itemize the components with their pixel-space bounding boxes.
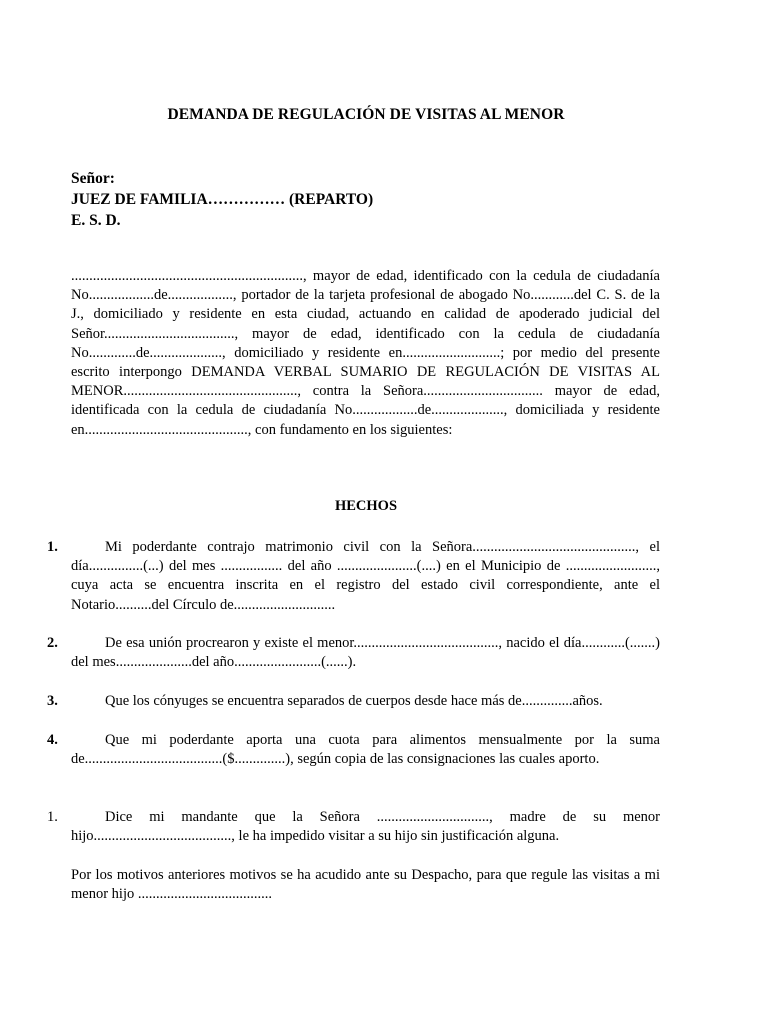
fact-text: Dice mi mandante que la Señora ..............................., madre de su menor hijo......................................, le ha impedido visitar a su hijo sin justificación alguna. bbox=[71, 809, 660, 845]
fact-number: 1. bbox=[47, 809, 58, 825]
document-title: DEMANDA DE REGULACIÓN DE VISITAS AL MENOR bbox=[167, 106, 565, 123]
fact-number: 1. bbox=[47, 539, 58, 555]
fact-text: Mi poderdante contrajo matrimonio civil con la Señora............................................., el día...............(...) del mes ................. del año ......................(....) en el Municipio de ........................., cuya acta se encuentra inscrita en el registro del estado civil correspondiente, ante el Notario..........del Círculo de............................ bbox=[71, 539, 660, 613]
facts-heading: HECHOS bbox=[334, 498, 398, 514]
addressee-judge: JUEZ DE FAMILIA…………… (REPARTO) bbox=[71, 191, 374, 208]
addressee-salutation: Señor: bbox=[71, 170, 115, 187]
intro-paragraph: ................................................................, mayor de edad, identificado con la cedula de ciudadanía No..................de.................., portador de la tarjeta profesional de abogado No............del C. S. de la J., domiciliado y residente en esta ciudad, actuando en calidad de apoderado judicial del Señor...................................., mayor de edad, identificado con la cedula de ciudadanía No.............de...................., domiciliado y residente en...........................; por medio del presente escrito interpongo DEMANDA VERBAL SUMARIO DE REGULACIÓN DE VISITAS AL MENOR................................................, contra la Señora................................. mayor de edad, identificada con la cedula de ciudadanía No..................de...................., domiciliada y residente en............................................., con fundamento en los siguientes: bbox=[71, 268, 660, 438]
closing-paragraph: Por los motivos anteriores motivos se ha acudido ante su Despacho, para que regule las visitas a mi menor hijo ..................................... bbox=[71, 867, 660, 903]
fact-number: 4. bbox=[47, 732, 58, 748]
fact-number: 3. bbox=[47, 693, 58, 709]
addressee-block bbox=[71, 168, 373, 231]
fact-text: Que los cónyuges se encuentra separados de cuerpos desde hace más de..............años. bbox=[105, 693, 603, 709]
fact-text: Que mi poderdante aporta una cuota para alimentos mensualmente por la suma de......................................($..............), según copia de las consignaciones las cuales aporto. bbox=[71, 732, 660, 768]
addressee-esd: E. S. D. bbox=[71, 212, 121, 229]
fact-number: 2. bbox=[47, 635, 58, 651]
fact-text: De esa unión procrearon y existe el menor........................................, nacido el día............(.......) del mes.....................del año........................(......). bbox=[71, 635, 660, 671]
